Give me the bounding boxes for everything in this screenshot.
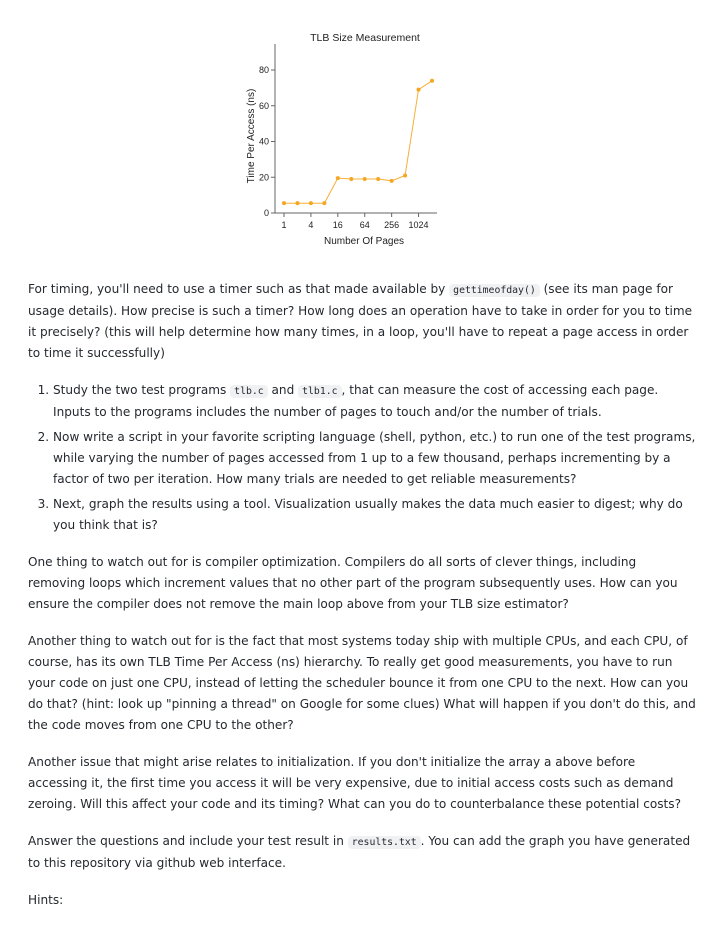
data-point (417, 88, 421, 92)
x-axis-label: Number Of Pages (323, 236, 405, 247)
data-point (363, 177, 367, 181)
y-tick-label: 60 (258, 100, 269, 111)
inline-code: tlb1.c (298, 385, 341, 398)
x-ticks (281, 213, 428, 230)
data-point (295, 201, 299, 205)
steps-list (28, 380, 696, 536)
x-tick-label: 1024 (408, 220, 429, 230)
cpu-paragraph: Another thing to watch out for is the fact that most systems today ship with multiple CPUs, and each CPU, of course, has its own TLB Time Per Access (ns) hierarchy. To really get good measurements, you have to run your code on just one CPU, instead of letting the scheduler bounce it from one CPU to the next. How can you do that? (hint: look up "pinning a thread" on Google for some clues) What will happen if you don't do this, and the code moves from one CPU to the other? (28, 634, 696, 732)
data-point (322, 201, 326, 205)
y-tick-label: 0 (263, 208, 269, 218)
document-body (28, 279, 696, 927)
answer-paragraph: Answer the questions and include your test result in results.txt . You can add the graph you have generated to this repository via github web interface. (28, 834, 691, 870)
chart-title: TLB Size Measurement (310, 32, 420, 44)
data-point (349, 177, 353, 181)
list-item: 2. Now write a script in your favorite scripting language (shell, python, etc.) to run one of the test programs, while varying the number of pages accessed from 1 up to a few thousand, perhaps incrementing by a factor of two per iteration. How many trials are needed to get reliable measurements? (53, 427, 696, 490)
compiler-paragraph: One thing to watch out for is compiler optimization. Compilers do all sorts of clever things, including removing loops which increment values that no other part of the program subsequently uses. How can you ensure the compiler does not remove the main loop above from your TLB size estimator? (28, 555, 678, 611)
tlb-chart (240, 24, 450, 249)
data-point (376, 177, 380, 181)
x-tick-label: 16 (332, 220, 343, 230)
data-point (282, 201, 286, 205)
data-point (403, 173, 407, 177)
data-point (309, 201, 313, 205)
y-ticks (259, 65, 275, 218)
x-tick-label: 256 (384, 220, 400, 230)
hints-label: Hints: (28, 893, 64, 907)
x-tick-label: 64 (359, 220, 370, 230)
y-axis-label: Time Per Access (ns) (246, 88, 257, 184)
series-line (284, 81, 432, 204)
intro-paragraph: For timing, you'll need to use a timer such as that made available by gettimeofday() (see its man page for usage details). How precise is such a timer? How long does an operation have to take in order for you to time it precisely? (this will help determine how many times, in a loop, you'll have to repeat a page access in order to time it successfully) (28, 282, 693, 360)
init-paragraph: Another issue that might arise relates to initialization. If you don't initialize the array a above before accessing it, the first time you access it will be very expensive, due to initial access costs such as demand zeroing. Will this affect your code and its timing? What can you do to counterbalance these potential costs? (28, 755, 682, 811)
data-point (390, 179, 394, 183)
list-item: 3. Next, graph the results using a tool. Visualization usually makes the data much easier to digest; why do you think that is? (53, 494, 696, 536)
x-tick-label: 1 (281, 220, 287, 230)
inline-code: results.txt (348, 836, 421, 849)
y-tick-label: 40 (258, 136, 269, 147)
data-point (336, 176, 340, 180)
data-point (430, 79, 434, 83)
y-tick-label: 20 (258, 172, 269, 183)
x-tick-label: 4 (308, 220, 314, 230)
inline-code: tlb.c (230, 385, 268, 398)
series-points (282, 79, 434, 205)
inline-code: gettimeofday() (449, 284, 540, 297)
list-item: 1. Study the two test programs tlb.c and tlb1.c , that can measure the cost of accessing each page. Inputs to the programs includes the number of pages to touch and/or the number of trials. (53, 380, 696, 423)
y-tick-label: 80 (258, 65, 269, 75)
